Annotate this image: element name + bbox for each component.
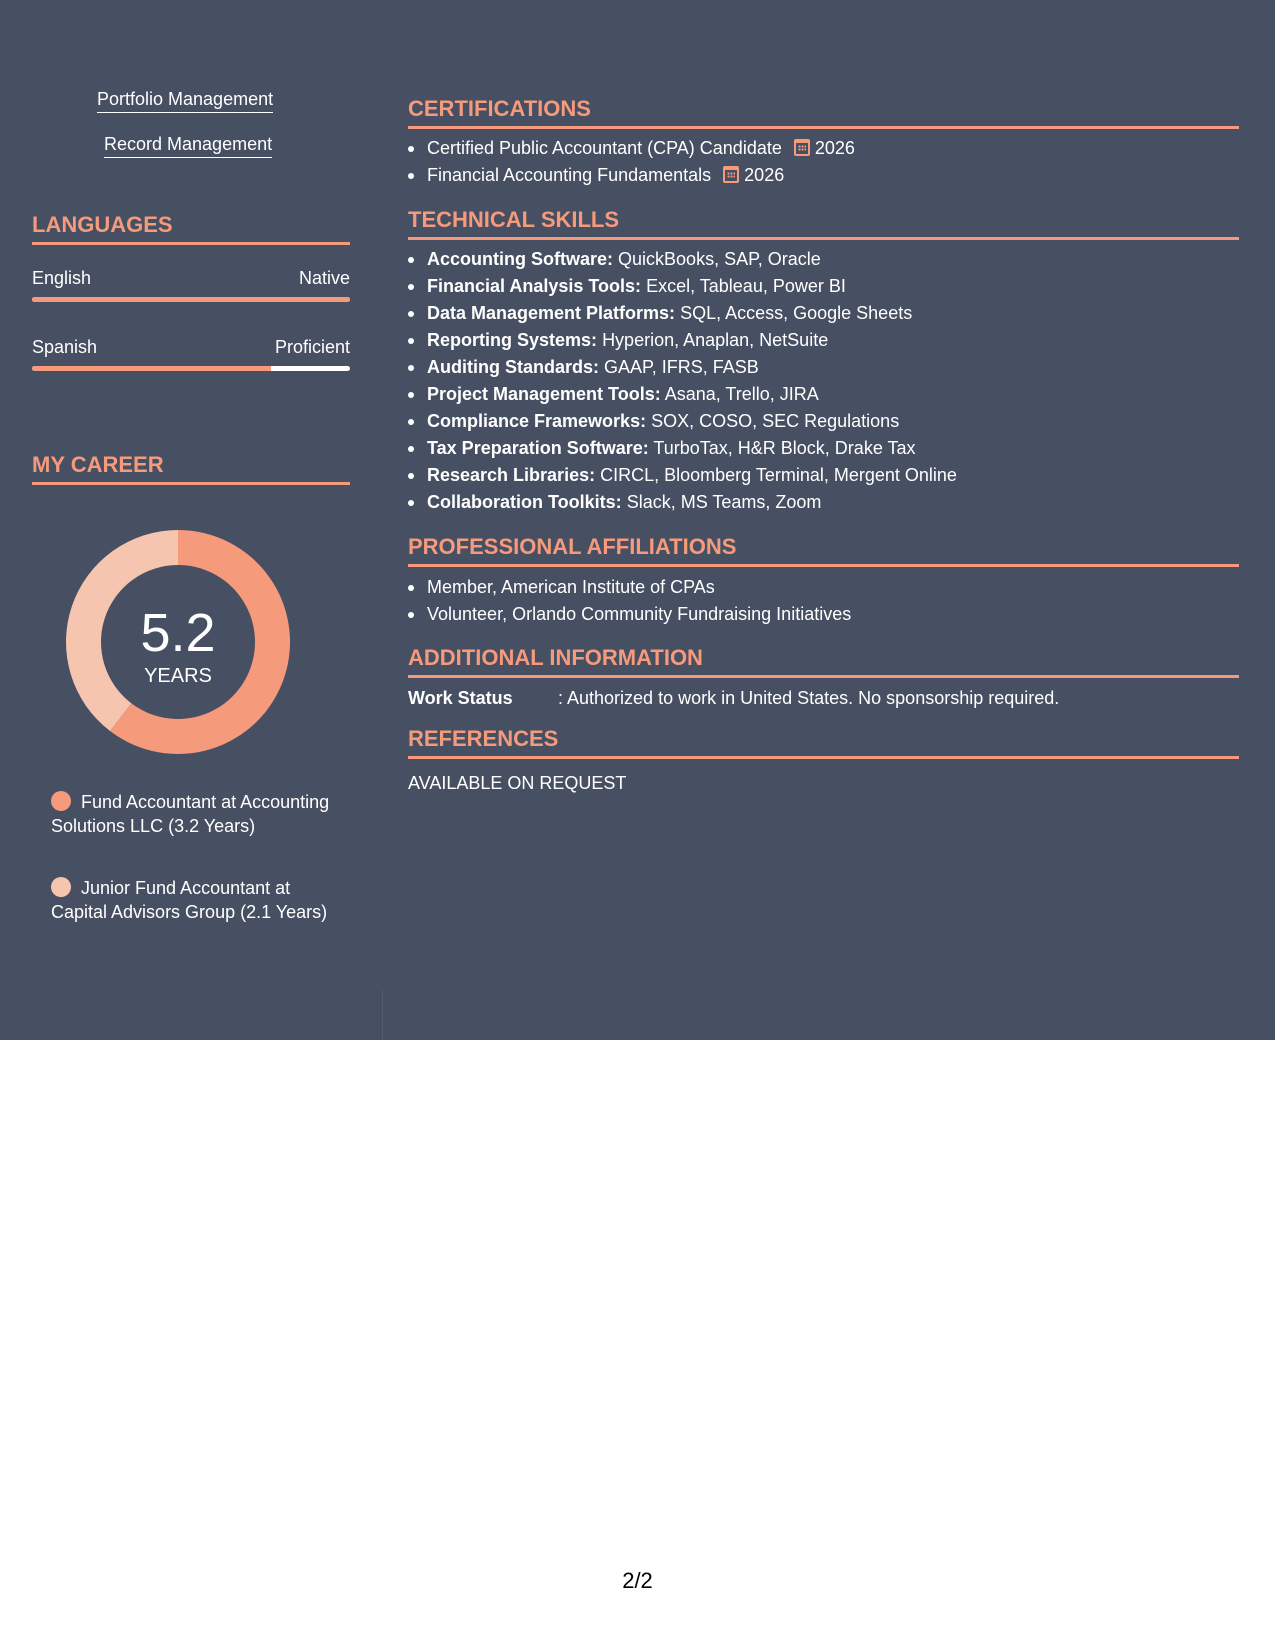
languages-title: LANGUAGES: [32, 212, 350, 245]
legend-label: Fund Accountant at Accounting Solutions LLC (3.2 Years): [51, 792, 330, 836]
work-status-row: [408, 686, 1239, 710]
column-divider: [382, 990, 383, 1040]
career-legend-item: [51, 790, 331, 838]
skill-item: [408, 327, 1239, 354]
certification-name: Financial Accounting Fundamentals: [427, 165, 712, 185]
skill-label: Tax Preparation Software:: [427, 438, 649, 458]
legend-label: Junior Fund Accountant at Capital Advisors Group (2.1 Years): [51, 878, 328, 922]
language-level: Proficient: [274, 337, 350, 357]
career-donut-chart: [66, 530, 290, 754]
skill-item: [408, 381, 1239, 408]
certification-item: [408, 162, 1239, 189]
skill-label: Research Libraries:: [427, 465, 596, 485]
skill-value: Hyperion, Anaplan, NetSuite: [602, 330, 829, 350]
skill-portfolio-management[interactable]: Portfolio Management: [97, 88, 273, 113]
affiliation-item: Member, American Institute of CPAs: [408, 574, 1239, 601]
skill-item: [408, 354, 1239, 381]
language-bar-fill: [32, 297, 350, 302]
skill-item: [408, 489, 1239, 516]
references-text: AVAILABLE ON REQUEST: [408, 773, 627, 793]
skill-item: [408, 462, 1239, 489]
legend-dot-icon: [51, 877, 71, 897]
certification-year: 2026: [744, 165, 785, 185]
certifications-title: CERTIFICATIONS: [408, 96, 1239, 129]
calendar-icon: [723, 166, 739, 183]
skill-item: [408, 408, 1239, 435]
skill-label: Compliance Frameworks:: [427, 411, 647, 431]
skill-label: Data Management Platforms:: [427, 303, 676, 323]
affiliations-list: [408, 574, 1239, 628]
references-title: REFERENCES: [408, 726, 1239, 759]
skill-label: Accounting Software:: [427, 249, 614, 269]
skill-label: Collaboration Toolkits:: [427, 492, 622, 512]
skill-value: Slack, MS Teams, Zoom: [626, 492, 822, 512]
certification-name: Certified Public Accountant (CPA) Candidate: [427, 138, 782, 158]
skill-value: CIRCL, Bloomberg Terminal, Mergent Online: [600, 465, 957, 485]
language-name: Spanish: [32, 337, 98, 357]
affiliation-item: Volunteer, Orlando Community Fundraising Initiatives: [408, 601, 1239, 628]
language-level: Native: [298, 268, 350, 288]
language-name: English: [32, 268, 92, 288]
affiliations-title: PROFESSIONAL AFFILIATIONS: [408, 534, 1239, 567]
technical-skills-title: TECHNICAL SKILLS: [408, 207, 1239, 240]
skill-value: GAAP, IFRS, FASB: [604, 357, 759, 377]
skill-label: Reporting Systems:: [427, 330, 598, 350]
language-bar: [32, 297, 350, 302]
certification-year: 2026: [814, 138, 855, 158]
skill-item: [408, 246, 1239, 273]
language-bar: [32, 366, 350, 371]
skill-value: SQL, Access, Google Sheets: [680, 303, 913, 323]
career-title: MY CAREER: [32, 452, 350, 485]
certification-item: [408, 135, 1239, 162]
certifications-list: [408, 135, 1239, 189]
skill-item: [408, 273, 1239, 300]
skill-label: Financial Analysis Tools:: [427, 276, 642, 296]
skill-value: QuickBooks, SAP, Oracle: [618, 249, 821, 269]
skill-item: [408, 300, 1239, 327]
skill-value: Asana, Trello, JIRA: [664, 384, 819, 404]
language-bar-fill: [32, 366, 271, 371]
technical-skills-list: [408, 246, 1239, 516]
page-number: 2/2: [622, 1568, 653, 1593]
skill-value: SOX, COSO, SEC Regulations: [651, 411, 900, 431]
work-status-label: Work Status: [408, 688, 513, 708]
work-status-value: : Authorized to work in United States. No sponsorship required.: [558, 688, 1060, 708]
career-legend-item: [51, 876, 331, 924]
skill-value: Excel, Tableau, Power BI: [646, 276, 846, 296]
career-total-unit: YEARS: [144, 665, 212, 687]
skill-record-management[interactable]: Record Management: [104, 133, 272, 158]
skill-item: [408, 435, 1239, 462]
legend-dot-icon: [51, 791, 71, 811]
skill-value: TurboTax, H&R Block, Drake Tax: [653, 438, 916, 458]
career-total-value: 5.2: [140, 603, 216, 663]
additional-info-title: ADDITIONAL INFORMATION: [408, 645, 1239, 678]
skill-label: Auditing Standards:: [427, 357, 599, 377]
skill-label: Project Management Tools:: [427, 384, 661, 404]
calendar-icon: [794, 139, 810, 156]
